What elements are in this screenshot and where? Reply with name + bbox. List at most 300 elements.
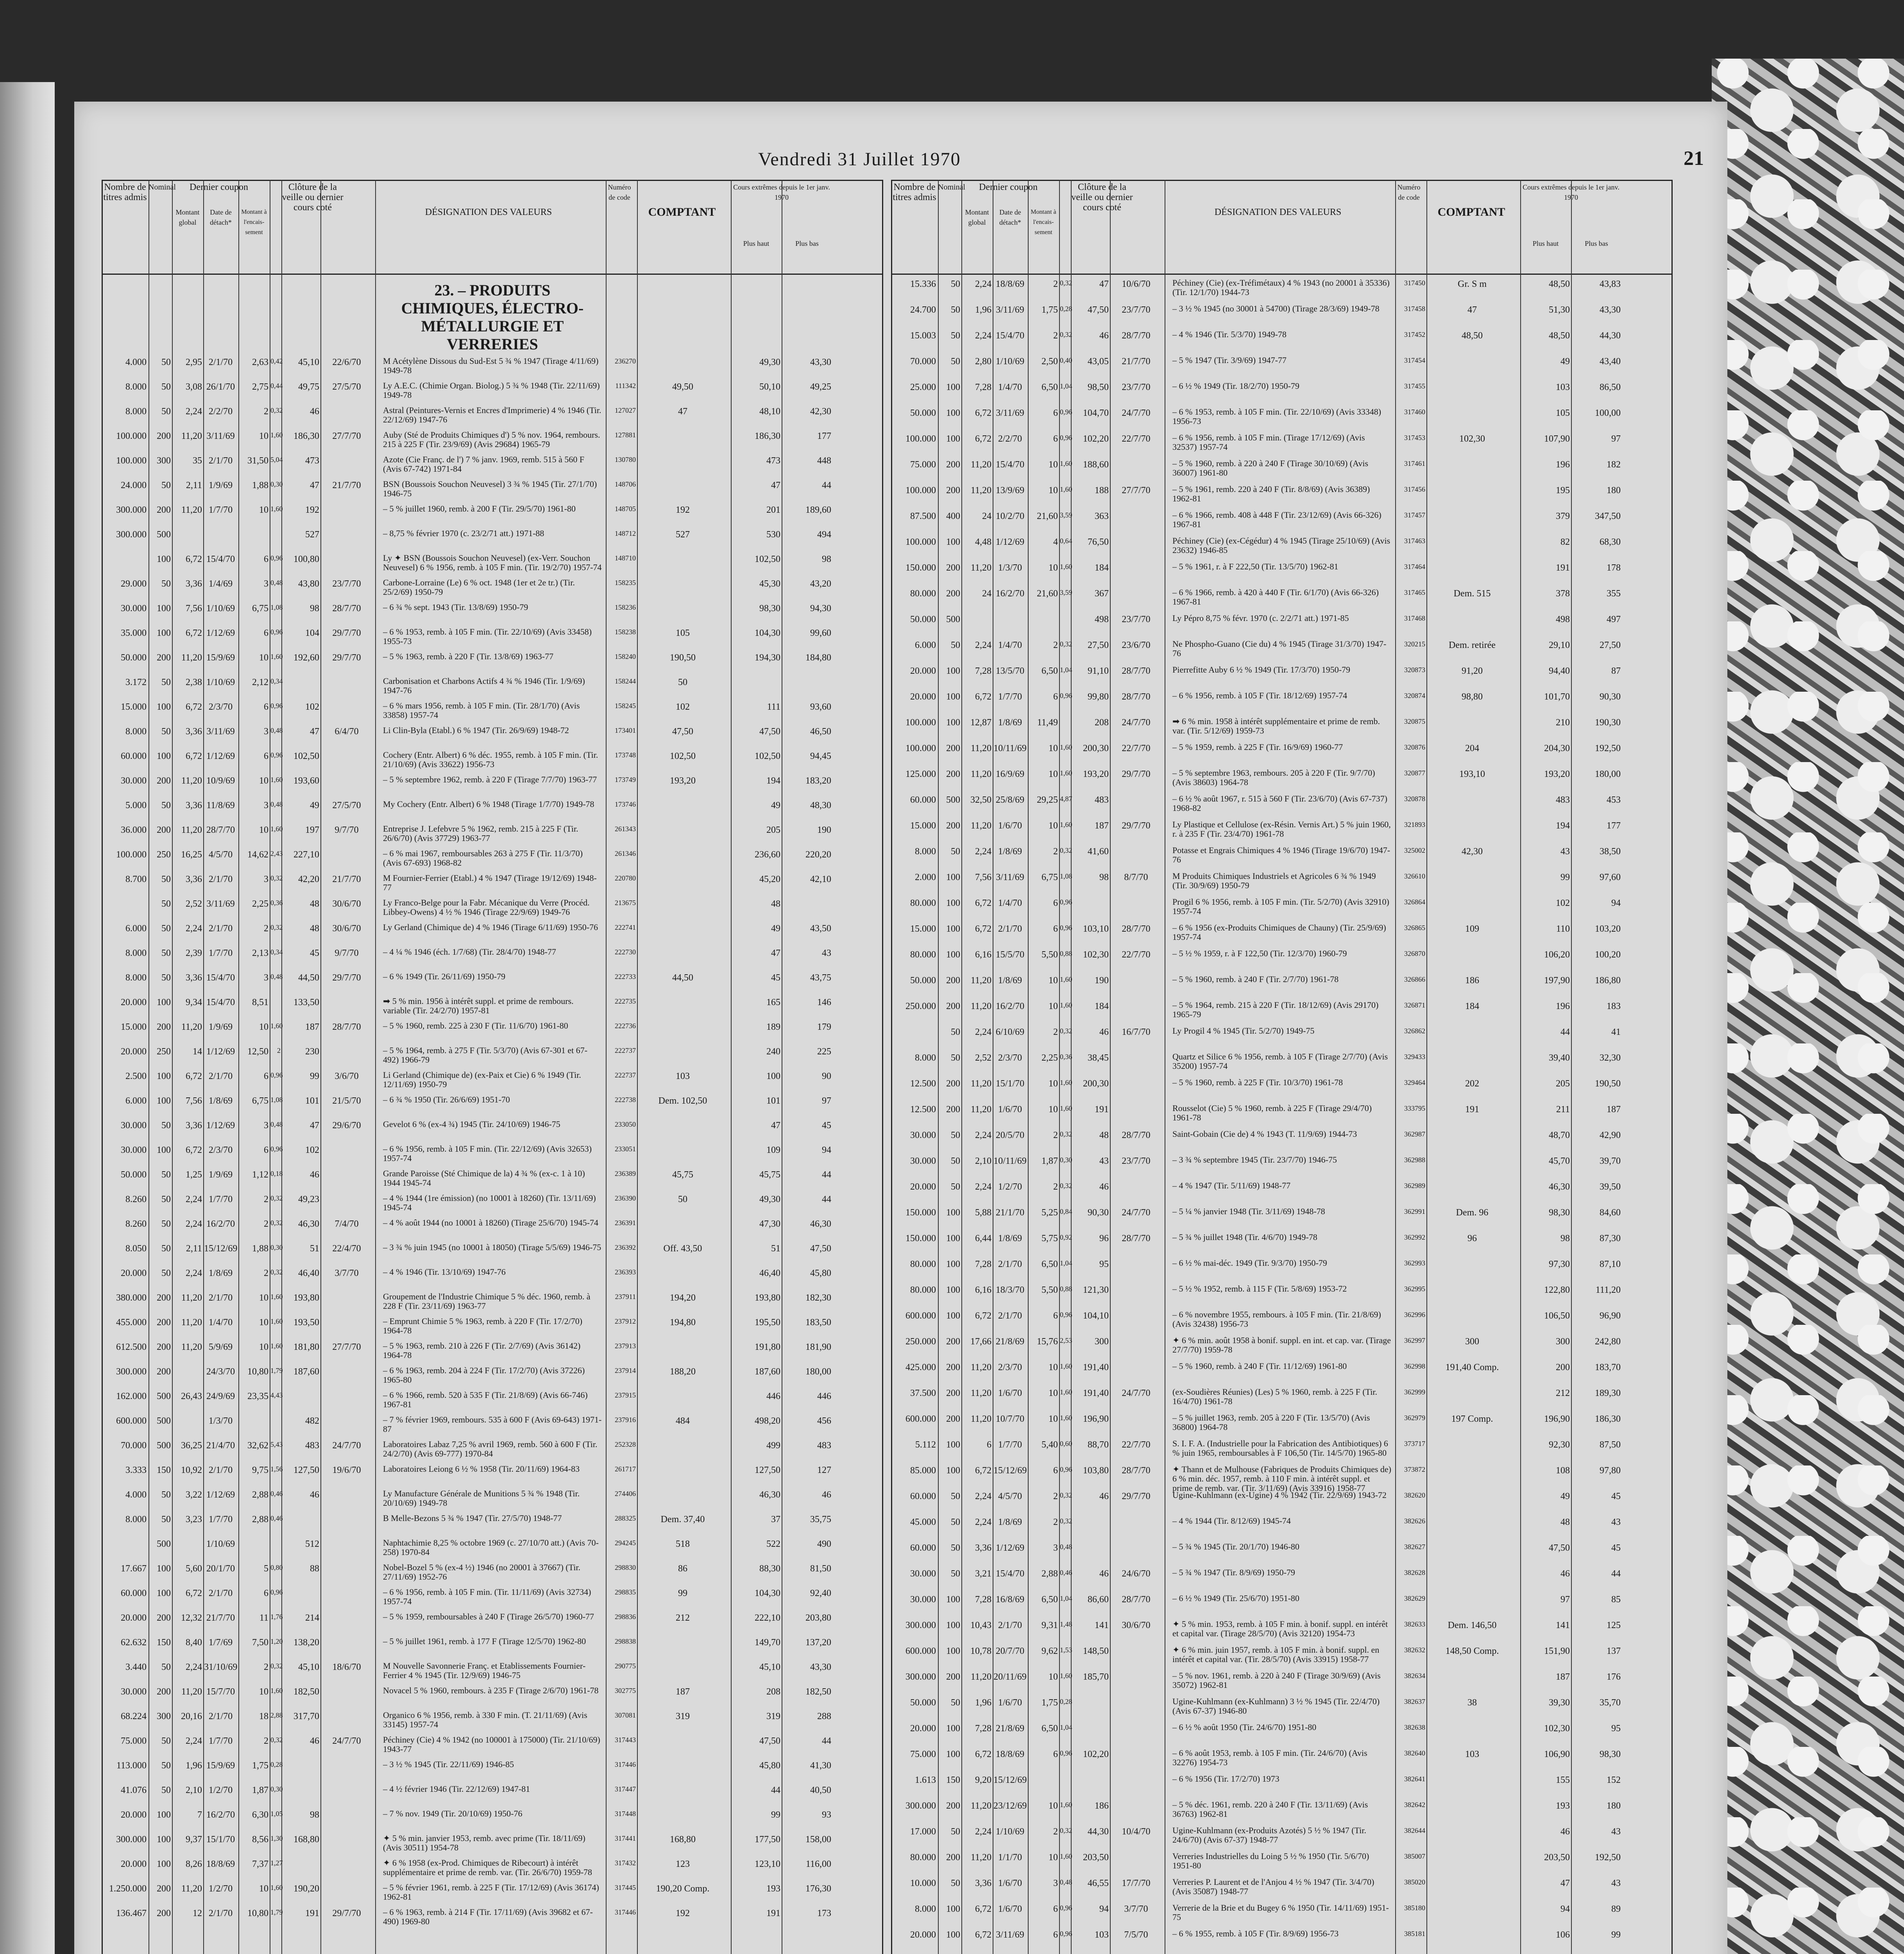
cell-montant-global: 2,24 — [975, 640, 991, 650]
cell-plus-haut: 102,30 — [1544, 1723, 1570, 1734]
cell-plus-haut: 205 — [1556, 1079, 1570, 1089]
cell-montant-encaissement: 10,80 — [247, 1367, 268, 1377]
cell-date-detach: 3/11/69 — [996, 872, 1024, 882]
table-row — [891, 845, 1673, 871]
cell-montant-encaissement: 21,60 — [1037, 589, 1058, 599]
col-cloture: Clôture de la veille ou dernier cours coté — [1071, 182, 1133, 213]
cell-fiscal: 0,30 — [1060, 1156, 1072, 1164]
cell-cloture: 193,20 — [1083, 769, 1109, 779]
cell-nominal: 500 — [946, 795, 960, 805]
cell-plus-haut: 49 — [771, 800, 780, 811]
cell-nombre: 68.224 — [121, 1711, 147, 1721]
cell-fiscal: 0,88 — [1060, 1285, 1072, 1293]
cell-montant-global: 6,72 — [975, 408, 991, 418]
cell-plus-bas: 190 — [817, 825, 831, 835]
cell-cloture-date: 28/7/70 — [1122, 666, 1151, 676]
cell-cloture-date: 27/5/70 — [332, 800, 361, 811]
cell-cloture: 47 — [310, 1120, 319, 1131]
cell-cloture: 46 — [1099, 1027, 1109, 1037]
cell-plus-haut: 47,30 — [759, 1219, 780, 1229]
cell-designation: – 6 % 1953, remb. à 105 F min. (Tir. 22/10/69) (Avis 33458) 1955-73 — [383, 627, 592, 646]
cell-code: 261343 — [615, 825, 636, 833]
cell-montant-encaissement: 6 — [1053, 1930, 1058, 1940]
cell-comptant: 191 — [1465, 1104, 1479, 1115]
cell-nombre: 8.000 — [125, 1514, 147, 1525]
cell-comptant: Dem. 96 — [1456, 1208, 1489, 1218]
cell-date-detach: 18/8/69 — [206, 1859, 235, 1869]
cell-date-detach: 2/3/70 — [998, 1362, 1022, 1372]
cell-designation: Naphtachimie 8,25 % octobre 1969 (c. 27/10/70 att.) (Avis 70-258) 1970-84 — [383, 1538, 599, 1557]
cell-montant-encaissement: 10 — [1049, 1079, 1058, 1089]
cell-designation: ➡ 6 % min. 1958 à intérêt supplémentaire et prime de remb. var. (Tir. 5/12/69) 1959-73 — [1172, 716, 1380, 735]
cell-nominal: 50 — [951, 1543, 960, 1553]
cell-nombre: 60.000 — [121, 1588, 147, 1598]
cell-nominal: 100 — [157, 997, 171, 1007]
cell-plus-bas: 93 — [822, 1810, 831, 1820]
cell-date-detach: 4/5/70 — [998, 1491, 1022, 1501]
cell-nominal: 200 — [946, 1001, 960, 1011]
cell-designation: – 6 % 1953, remb. à 105 F min. (Tir. 22/10/69) (Avis 33348) 1956-73 — [1172, 407, 1381, 426]
cell-code: 222738 — [615, 1096, 636, 1104]
cell-plus-bas: 173 — [817, 1908, 831, 1918]
cell-cloture-date: 6/4/70 — [335, 726, 359, 737]
cell-montant-global: 2,24 — [975, 1027, 991, 1037]
cell-nombre: 100.000 — [116, 850, 147, 860]
page-header — [74, 145, 1727, 180]
table-row — [102, 1143, 883, 1168]
cell-nominal: 50 — [161, 1219, 171, 1229]
cell-date-detach: 2/1/70 — [208, 456, 233, 466]
cell-nominal: 100 — [157, 1145, 171, 1155]
cell-cloture: 127,50 — [293, 1465, 319, 1475]
table-row — [891, 1077, 1673, 1103]
cell-cloture-date: 29/6/70 — [332, 1120, 361, 1131]
cell-code: 326866 — [1404, 975, 1425, 983]
cell-nombre: 45.000 — [910, 1517, 936, 1527]
cell-nombre: 20.000 — [910, 1723, 936, 1734]
cell-date-detach: 1/4/70 — [208, 1317, 233, 1328]
cell-plus-bas: 103,20 — [1595, 924, 1621, 934]
cell-date-detach: 15/9/69 — [206, 653, 235, 663]
cell-fiscal: 1,60 — [1060, 769, 1072, 777]
cell-montant-global: 6,72 — [975, 898, 991, 908]
cell-montant-encaissement: 7,50 — [252, 1637, 268, 1648]
table-row — [891, 1593, 1673, 1619]
cell-montant-encaissement: 6 — [1053, 408, 1058, 418]
cell-designation: ✦ 6 % min. juin 1957, remb. à 105 F min. à bonif. suppl. en intérêt et capital var. (Tir. 28/5/70) (Avis 33915) 1958-77 — [1172, 1645, 1380, 1664]
cell-code: 382638 — [1404, 1723, 1425, 1731]
cell-montant-encaissement: 6 — [1053, 1904, 1058, 1914]
cell-montant-global: 12,32 — [181, 1613, 202, 1623]
cell-designation: – 5 % juillet 1960, remb. à 200 F (Tir. 29/5/70) 1961-80 — [383, 504, 576, 514]
cell-designation: – 5 % juillet 1963, remb. 205 à 220 F (Tir. 13/5/70) (Avis 36800) 1964-78 — [1172, 1413, 1370, 1432]
cell-montant-encaissement: 18 — [259, 1711, 268, 1721]
cell-montant-encaissement: 1,88 — [252, 480, 268, 490]
cell-montant-encaissement: 2 — [1053, 1517, 1058, 1527]
table-row — [891, 1309, 1673, 1335]
cell-plus-bas: 43 — [822, 948, 831, 958]
table-row — [102, 1685, 883, 1710]
cell-montant-global: 7,28 — [975, 666, 991, 676]
cell-montant-encaissement: 10 — [1049, 1852, 1058, 1863]
cell-montant-encaissement: 10 — [259, 431, 268, 441]
cell-plus-haut: 379 — [1556, 511, 1570, 521]
cell-montant-global: 1,96 — [975, 1698, 991, 1708]
cell-nominal: 200 — [157, 1342, 171, 1352]
cell-montant-encaissement: 5,75 — [1041, 1233, 1058, 1244]
cell-montant-encaissement: 2 — [264, 1268, 268, 1278]
cell-cloture: 103,80 — [1083, 1466, 1109, 1476]
cell-plus-haut: 200 — [1556, 1362, 1570, 1372]
cell-cloture: 46 — [1099, 1182, 1109, 1192]
cell-comptant: 109 — [1465, 924, 1479, 934]
cell-cloture: 141 — [1095, 1620, 1109, 1630]
cell-date-detach: 1/7/70 — [998, 1440, 1022, 1450]
cell-plus-haut: 99 — [1560, 872, 1570, 882]
cell-plus-bas: 184,80 — [805, 653, 831, 663]
cell-plus-bas: 100,00 — [1595, 408, 1621, 418]
cell-plus-haut: 191 — [1556, 563, 1570, 573]
cell-plus-bas: 44 — [822, 1170, 831, 1180]
table-row — [891, 1154, 1673, 1180]
cell-nominal: 100 — [157, 603, 171, 614]
cell-designation: – 6 % mars 1956, remb. à 105 F min. (Tir. 28/1/70) (Avis 33858) 1957-74 — [383, 701, 580, 720]
cell-date-detach: 15/4/70 — [995, 1569, 1025, 1579]
cell-comptant: 192 — [676, 505, 690, 515]
cell-montant-encaissement: 2 — [1053, 1130, 1058, 1140]
cell-code: 385181 — [1404, 1930, 1425, 1938]
cell-plus-haut: 46 — [1560, 1827, 1570, 1837]
cell-comptant: 50 — [678, 1194, 687, 1204]
cell-code: 158244 — [615, 677, 636, 685]
cell-cloture-date: 10/4/70 — [1122, 1827, 1151, 1837]
col-nominal: Nominal — [938, 183, 965, 191]
col-plus-haut: Plus haut — [1532, 240, 1559, 247]
cell-montant-global: 2,24 — [975, 846, 991, 857]
cell-nominal: 50 — [161, 1194, 171, 1204]
cell-montant-global: 11,20 — [970, 485, 991, 496]
cell-date-detach: 2/1/70 — [998, 924, 1022, 934]
cell-montant-encaissement: 6,50 — [1041, 1594, 1058, 1605]
cell-montant-global: 9,37 — [186, 1834, 202, 1845]
cell-plus-bas: 46,50 — [810, 726, 831, 737]
cell-cloture: 200,30 — [1083, 743, 1109, 753]
cell-plus-bas: 44 — [822, 1736, 831, 1746]
cell-designation: Rousselot (Cie) 5 % 1960, remb. à 225 F (Tirage 29/4/70) 1961-78 — [1172, 1103, 1372, 1122]
cell-nominal: 50 — [951, 640, 960, 650]
cell-designation: Ly Pépro 8,75 % févr. 1970 (c. 2/2/71 att.) 1971-85 — [1172, 613, 1349, 623]
cell-montant-global: 11,20 — [181, 431, 202, 441]
cell-nominal: 50 — [161, 874, 171, 884]
cell-nominal: 50 — [161, 677, 171, 687]
cell-montant-encaissement: 6,75 — [252, 1096, 268, 1106]
cell-designation: – 4 % 1944 (Tir. 8/12/69) 1945-74 — [1172, 1516, 1291, 1526]
cell-nominal: 300 — [157, 456, 171, 466]
cell-montant-encaissement: 10 — [259, 825, 268, 835]
cell-nombre: 4.000 — [125, 357, 147, 367]
cell-designation: Verreries Industrielles du Loing 5 ½ % 1950 (Tir. 5/6/70) 1951-80 — [1172, 1851, 1369, 1870]
cell-plus-bas: 43 — [1611, 1878, 1621, 1888]
cell-designation: Carbonisation et Charbons Actifs 4 ¾ % 1946 (Tir. 1/9/69) 1947-76 — [383, 676, 585, 695]
cell-montant-global: 2,95 — [186, 357, 202, 367]
cell-plus-bas: 189,30 — [1595, 1388, 1621, 1398]
cell-nombre: 60.000 — [910, 795, 936, 805]
cell-cloture-date: 23/7/70 — [1122, 1156, 1151, 1166]
cell-plus-haut: 97 — [1560, 1594, 1570, 1605]
cell-plus-bas: 43 — [1611, 1827, 1621, 1837]
cell-code: 237911 — [615, 1293, 636, 1301]
cell-plus-haut: 108 — [1556, 1466, 1570, 1476]
cell-plus-bas: 183,20 — [805, 776, 831, 786]
cell-nominal: 200 — [157, 1908, 171, 1918]
cell-date-detach: 1/8/69 — [998, 846, 1022, 857]
cell-code: 385007 — [1404, 1852, 1425, 1860]
cell-cloture: 121,30 — [1083, 1285, 1109, 1295]
col-montant-global: Montant global — [965, 208, 989, 226]
cell-plus-haut: 187 — [1556, 1672, 1570, 1682]
cell-montant-encaissement: 10 — [1049, 1672, 1058, 1682]
cell-plus-bas: 48,30 — [810, 800, 831, 811]
table-row — [891, 1490, 1673, 1516]
cell-nombre: 125.000 — [905, 769, 936, 779]
cell-nombre: 5.112 — [915, 1440, 936, 1450]
cell-fiscal: 0,92 — [1060, 1233, 1072, 1241]
cell-fiscal: 0,30 — [270, 480, 283, 488]
cell-nombre: 6.000 — [125, 1096, 147, 1106]
cell-cloture: 184 — [1095, 563, 1109, 573]
cell-plus-bas: 85 — [1611, 1594, 1621, 1605]
cell-designation: Ugine-Kuhlmann (ex-Ugine) 4 % 1942 (Tir. 22/9/69) 1943-72 — [1172, 1490, 1387, 1500]
cell-montant-global: 2,80 — [975, 356, 991, 367]
cell-nombre: 20.000 — [121, 1810, 147, 1820]
cell-cloture: 46 — [1099, 1569, 1109, 1579]
cell-plus-haut: 196 — [1556, 460, 1570, 470]
cell-cloture-date: 27/5/70 — [332, 382, 361, 392]
cell-date-detach: 18/8/69 — [995, 279, 1025, 289]
cell-comptant: 319 — [676, 1711, 690, 1721]
cell-code: 236390 — [615, 1194, 636, 1202]
table-row — [891, 1206, 1673, 1232]
table-row — [102, 553, 883, 577]
cell-nominal: 50 — [951, 1569, 960, 1579]
cell-cloture-date: 28/7/70 — [332, 603, 361, 614]
cell-date-detach: 1/6/70 — [998, 1388, 1022, 1398]
cell-code: 158240 — [615, 653, 636, 660]
cell-designation: – 6 % 1949 (Tir. 26/11/69) 1950-79 — [383, 972, 506, 981]
cell-code: 173748 — [615, 751, 636, 759]
table-row — [102, 356, 883, 380]
cell-plus-haut: 99 — [771, 1810, 780, 1820]
cell-montant-global: 11,20 — [970, 975, 991, 986]
table-row — [891, 303, 1673, 329]
cell-fiscal: 0,32 — [270, 1662, 283, 1670]
cell-date-detach: 2/3/70 — [208, 702, 233, 712]
cell-code: 362988 — [1404, 1156, 1425, 1164]
cell-nominal: 200 — [157, 653, 171, 663]
cell-code: 261346 — [615, 850, 636, 857]
cell-date-detach: 25/8/69 — [995, 795, 1025, 805]
cell-fiscal: 0,96 — [1060, 898, 1072, 906]
cell-plus-haut: 47 — [771, 480, 780, 490]
cell-code: 317460 — [1404, 408, 1425, 416]
table-row — [891, 535, 1673, 561]
cell-designation: – 3 ¾ % juin 1945 (no 10001 à 18050) (Tirage 5/5/69) 1946-75 — [383, 1242, 601, 1252]
cell-nominal: 200 — [157, 1884, 171, 1894]
cell-cloture-date: 23/7/70 — [1122, 305, 1151, 315]
cell-nominal: 50 — [951, 356, 960, 367]
cell-plus-bas: 203,80 — [805, 1613, 831, 1623]
cell-cloture: 51 — [310, 1244, 319, 1254]
cell-montant-encaissement: 2,50 — [1041, 356, 1058, 367]
cell-nominal: 500 — [157, 1539, 171, 1549]
cell-plus-haut: 189 — [766, 1022, 780, 1032]
cell-cloture: 104 — [305, 628, 319, 638]
cell-cloture: 138,20 — [293, 1637, 319, 1648]
table-row — [891, 381, 1673, 406]
cell-plus-bas: 190,50 — [1595, 1079, 1621, 1089]
cell-plus-haut: 92,30 — [1549, 1440, 1570, 1450]
cell-nominal: 100 — [946, 408, 960, 418]
col-montant-encaissement: Montant à l'encais-sement — [1031, 209, 1056, 236]
cell-nombre: 100.000 — [905, 743, 936, 753]
cell-plus-haut: 45,80 — [759, 1761, 780, 1771]
table-row — [891, 1541, 1673, 1567]
cell-plus-haut: 94,40 — [1549, 666, 1570, 676]
cell-fiscal: 0,60 — [1060, 1440, 1072, 1448]
cell-nombre: 300.000 — [116, 1367, 147, 1377]
cell-comptant: 47 — [1467, 305, 1477, 315]
cell-montant-encaissement: 2,88 — [252, 1514, 268, 1525]
cell-nominal: 100 — [946, 537, 960, 547]
cell-comptant: 45,75 — [672, 1170, 693, 1180]
cell-nominal: 100 — [157, 1071, 171, 1081]
cell-designation: Azote (Cie Franç. de l') 7 % janv. 1969, remb. 515 à 560 F (Avis 67-742) 1971-84 — [383, 455, 585, 474]
cell-plus-haut: 196,90 — [1544, 1414, 1570, 1424]
cell-designation: – 6 % 1956 (ex-Produits Chimiques de Chauny) (Tir. 25/9/69) 1957-74 — [1172, 923, 1386, 942]
table-row — [891, 1000, 1673, 1025]
cell-nombre: 30.000 — [121, 603, 147, 614]
cell-montant-global: 26,43 — [181, 1391, 202, 1401]
cell-cloture-date: 29/7/70 — [332, 653, 361, 663]
cell-montant-global: 2,24 — [186, 1736, 202, 1746]
cell-fiscal: 1,79 — [270, 1367, 283, 1374]
cell-montant-global: 11,20 — [181, 1884, 202, 1894]
cell-date-detach: 2/1/70 — [208, 1711, 233, 1721]
cell-plus-bas: 98,30 — [1600, 1749, 1621, 1759]
cell-code: 317463 — [1404, 537, 1425, 545]
cell-nombre: 300.000 — [905, 1620, 936, 1630]
cell-comptant: 38 — [1467, 1698, 1477, 1708]
cell-fiscal: 1,60 — [1060, 1801, 1072, 1809]
cell-nombre: 80.000 — [910, 589, 936, 599]
cell-date-detach: 20/7/70 — [995, 1646, 1025, 1656]
cell-montant-global: 3,08 — [186, 382, 202, 392]
cell-plus-haut: 102,50 — [755, 554, 780, 564]
cell-montant-global: 2,24 — [186, 406, 202, 417]
cell-cloture: 38,45 — [1088, 1053, 1109, 1063]
cell-nombre: 15.003 — [910, 331, 936, 341]
cell-plus-bas: 186,80 — [1595, 975, 1621, 986]
cell-comptant: 518 — [676, 1539, 690, 1549]
cell-designation: ✦ 5 % min. janvier 1953, remb. avec prime (Tir. 18/11/69) (Avis 30511) 1954-78 — [383, 1833, 585, 1852]
cell-plus-haut: 155 — [1556, 1775, 1570, 1785]
cell-cloture: 46,30 — [298, 1219, 319, 1229]
cell-fiscal: 0,88 — [1060, 950, 1072, 957]
table-row — [891, 613, 1673, 639]
cell-plus-haut: 103 — [1556, 382, 1570, 392]
cell-code: 317468 — [1404, 614, 1425, 622]
cell-date-detach: 3/11/69 — [996, 1930, 1024, 1940]
cell-comptant: 123 — [676, 1859, 690, 1869]
table-row — [102, 750, 883, 774]
cell-designation: Progil 6 % 1956, remb. à 105 F min. (Tir. 5/2/70) (Avis 32910) 1957-74 — [1172, 897, 1389, 916]
cell-nombre: 24.000 — [121, 480, 147, 490]
cell-comptant: 48,50 — [1462, 331, 1483, 341]
cell-cloture: 46 — [310, 1170, 319, 1180]
cell-montant-encaissement: 31,50 — [247, 456, 268, 466]
cell-plus-haut: 46,40 — [759, 1268, 780, 1278]
cell-nombre: 15.000 — [910, 924, 936, 934]
table-row — [891, 1670, 1673, 1696]
cell-designation: – 5 ¾ % 1945 (Tir. 20/1/70) 1946-80 — [1172, 1542, 1299, 1551]
cell-code: 233051 — [615, 1145, 636, 1153]
cell-cloture: 185,70 — [1083, 1672, 1109, 1682]
cell-nombre: 20.000 — [121, 1047, 147, 1057]
cell-code: 237915 — [615, 1391, 636, 1399]
cell-nominal: 200 — [946, 1362, 960, 1372]
table-row — [102, 429, 883, 454]
cell-cloture: 45,10 — [298, 357, 319, 367]
cell-nombre: 50.000 — [910, 408, 936, 418]
cell-nominal: 200 — [157, 1367, 171, 1377]
cell-nominal: 100 — [946, 1233, 960, 1244]
cell-cloture: 188,60 — [1083, 460, 1109, 470]
cell-plus-haut: 48 — [771, 899, 780, 909]
cell-nominal: 200 — [157, 776, 171, 786]
cell-fiscal: 0,46 — [270, 1490, 283, 1498]
cell-montant-global: 3,21 — [975, 1569, 991, 1579]
cell-designation: Pierrefitte Auby 6 ½ % 1949 (Tir. 17/3/70) 1950-79 — [1172, 665, 1351, 675]
cell-cloture: 363 — [1095, 511, 1109, 521]
cell-montant-encaissement: 10 — [1049, 821, 1058, 831]
cell-date-detach: 16/2/70 — [206, 1810, 235, 1820]
cell-designation: – 5 % 1960, remb. à 220 à 240 F (Tirage 30/10/69) (Avis 36007) 1961-80 — [1172, 458, 1369, 478]
cell-montant-global: 2,24 — [975, 1491, 991, 1501]
cell-code: 294245 — [615, 1539, 636, 1547]
cell-plus-bas: 89 — [1611, 1904, 1621, 1914]
cell-plus-haut: 106,20 — [1544, 950, 1570, 960]
cell-cloture-date: 16/7/70 — [1122, 1027, 1151, 1037]
cell-designation: – 5 % septembre 1963, rembours. 205 à 220 F (Tir. 9/7/70) (Avis 38603) 1964-78 — [1172, 768, 1375, 787]
cell-plus-haut: 106 — [1556, 1930, 1570, 1940]
cell-nombre: 8.260 — [125, 1194, 147, 1204]
cell-date-detach: 15/12/69 — [993, 1466, 1027, 1476]
cell-plus-bas: 44 — [822, 480, 831, 490]
cell-date-detach: 1/4/70 — [998, 898, 1022, 908]
table-row — [891, 974, 1673, 1000]
cell-date-detach: 2/1/70 — [208, 1465, 233, 1475]
cell-date-detach: 20/1/70 — [206, 1564, 235, 1574]
cell-nominal: 50 — [161, 406, 171, 417]
cell-nominal: 50 — [161, 923, 171, 934]
cell-plus-bas: 94,30 — [810, 603, 831, 614]
cell-nombre: 8.700 — [125, 874, 147, 884]
cell-nombre: 80.000 — [910, 1285, 936, 1295]
cell-nombre: 10.000 — [910, 1878, 936, 1888]
cell-nombre: 1.250.000 — [109, 1884, 147, 1894]
cell-fiscal: 0,32 — [1060, 1491, 1072, 1499]
cell-montant-encaissement: 10 — [1049, 1388, 1058, 1398]
